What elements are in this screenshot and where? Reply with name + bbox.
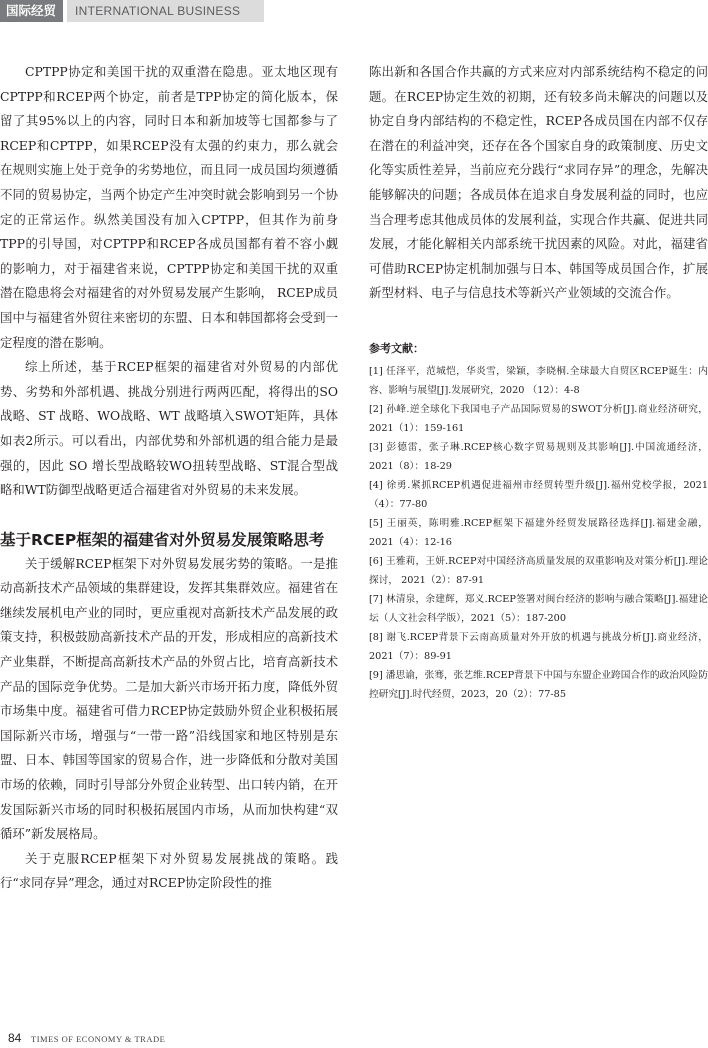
reference-item: [7] 林清泉，余建辉，郑义.RCEP签署对闽台经济的影响与融合策略[J].福建论坛（人文社会科学版），2021（5）：187-200 [369,593,708,624]
section-label-en: INTERNATIONAL BUSINESS [67,0,264,22]
section-header [0,0,264,22]
section-heading: 基于RCEP框架的福建省对外贸易发展策略思考 [0,530,325,549]
body-paragraph: 关于克服RCEP框架下对外贸易发展挑战的策略。践行“求同存异”理念，通过对RCEP协定阶段性的推 [0,850,338,891]
page-number: 84 [8,1031,22,1045]
body-paragraph: 综上所述，基于RCEP框架的福建省对外贸易的内部优势、劣势和外部机遇、挑战分别进行两两匹配，将得出的SO战略、ST 战略、WO战略、WT 战略填入SWOT矩阵，具体如表2所示。可以看出，内部优势和外部机遇的组合能力是最强的，因此 SO 增长型战略较WO扭转型战略、ST混合型战略和WT防御型战略更适合福建省对外贸易的未来发展。 [0,359,338,498]
reference-item: [5] 王丽英，陈明雅.RCEP框架下福建外经贸发展路径选择[J].福建金融，2021（4）：12-16 [369,517,708,548]
reference-item: [8] 谢飞.RCEP背景下云南高质量对外开放的机遇与挑战分析[J].商业经济，2021（7）：89-91 [369,631,708,662]
reference-item: [4] 徐勇.紧抓RCEP机遇促进福州市经贸转型升级[J].福州党校学报，2021（4）：77-80 [369,479,708,510]
reference-item: [2] 孙峰.逆全球化下我国电子产品国际贸易的SWOT分析[J].商业经济研究，2021（1）：159-161 [369,403,708,434]
body-paragraph: CPTPP协定和美国干扰的双重潜在隐患。亚太地区现有CPTPP和RCEP两个协定，前者是TPP协定的简化版本，保留了其95%以上的内容，同时日本和新加坡等七国都参与了RCEP和CPTPP，如果RCEP没有太强的约束力，那么就会在规则实施上处于竞争的劣势地位，而且同一成员国均须遵循不同的贸易协定，当两个协定产生冲突时就会影响到另一个协定的正常运作。纵然美国没有加入CPTPP，但其作为前身TPP的引导国，对CPTPP和RCEP各成员国都有着不容小觑的影响力，对于福建省来说，CPTPP协定和美国干扰的双重潜在隐患将会对福建省的对外贸易发展产生影响， RCEP成员国中与福建省外贸往来密切的东盟、日本和韩国都将会受到一定程度的潜在影响。 [0,64,338,350]
reference-item: [1] 任泽平，范城恺，华炎雪，梁颖，李晓桐.全球最大自贸区RCEP诞生：内容、影响与展望[J].发展研究，2020 （12）：4-8 [369,365,708,396]
references-title: 参考文献： [369,341,424,355]
left-column [0,60,338,896]
body-paragraph: 关于缓解RCEP框架下对外贸易发展劣势的策略。一是推动高新技术产品领域的集群建设，发挥其集群效应。福建省在继续发展机电产业的同时，更应重视对高新技术产品发展的政策支持，积极鼓励高新技术产品的开发，形成相应的高新技术产业集群，不断提高高新技术产品的外贸占比，培育高新技术产品的国际竞争优势。二是加大新兴市场开拓力度，降低外贸市场集中度。福建省可借力RCEP协定鼓励外贸企业积极拓展国际新兴市场，增强与“一带一路”沿线国家和地区特别是东盟、日本、韩国等国家的贸易合作，进一步降低和分散对美国市场的依赖，同时引导部分外贸企业转型、出口转内销，在开发国际新兴市场的同时积极拓展国内市场，从而加快构建“双循环”新发展格局。 [0,555,338,842]
section-label-cn: 国际经贸 [0,0,63,22]
body-paragraph: 陈出新和各国合作共赢的方式来应对内部系统结构不稳定的问题。在RCEP协定生效的初期，还有较多尚未解决的问题以及协定自身内部结构的不稳定性，RCEP各成员国在内部不仅存在潜在的利益冲突，还存在各个国家自身的政策制度、历史文化等实质性差异，当前应充分践行“求同存异”的理念，先解决能够解决的问题；各成员体在追求自身发展利益的同时，也应当合理考虑其他成员体的发展利益，实现合作共赢、促进共同发展，才能化解相关内部系统干扰因素的风险。对此，福建省可借助RCEP协定机制加强与日本、韩国等成员国合作，扩展新型材料、电子与信息技术等新兴产业领域的交流合作。 [369,64,708,301]
right-column [369,60,708,704]
reference-item: [9] 潘思谕，张骞，张艺维.RCEP背景下中国与东盟企业跨国合作的政治风险防控研究[J].时代经贸，2023，20（2）：77-85 [369,669,708,700]
reference-item: [6] 王雅莉，王妍.RCEP对中国经济高质量发展的双重影响及对策分析[J].理论探讨， 2021（2）：87-91 [369,555,708,586]
reference-list [369,362,708,704]
reference-item: [3] 彭德雷，张子琳.RCEP核心数字贸易规则及其影响[J].中国流通经济，2021（8）：18-29 [369,441,708,472]
journal-title: TIMES OF ECONOMY & TRADE [31,1034,166,1044]
